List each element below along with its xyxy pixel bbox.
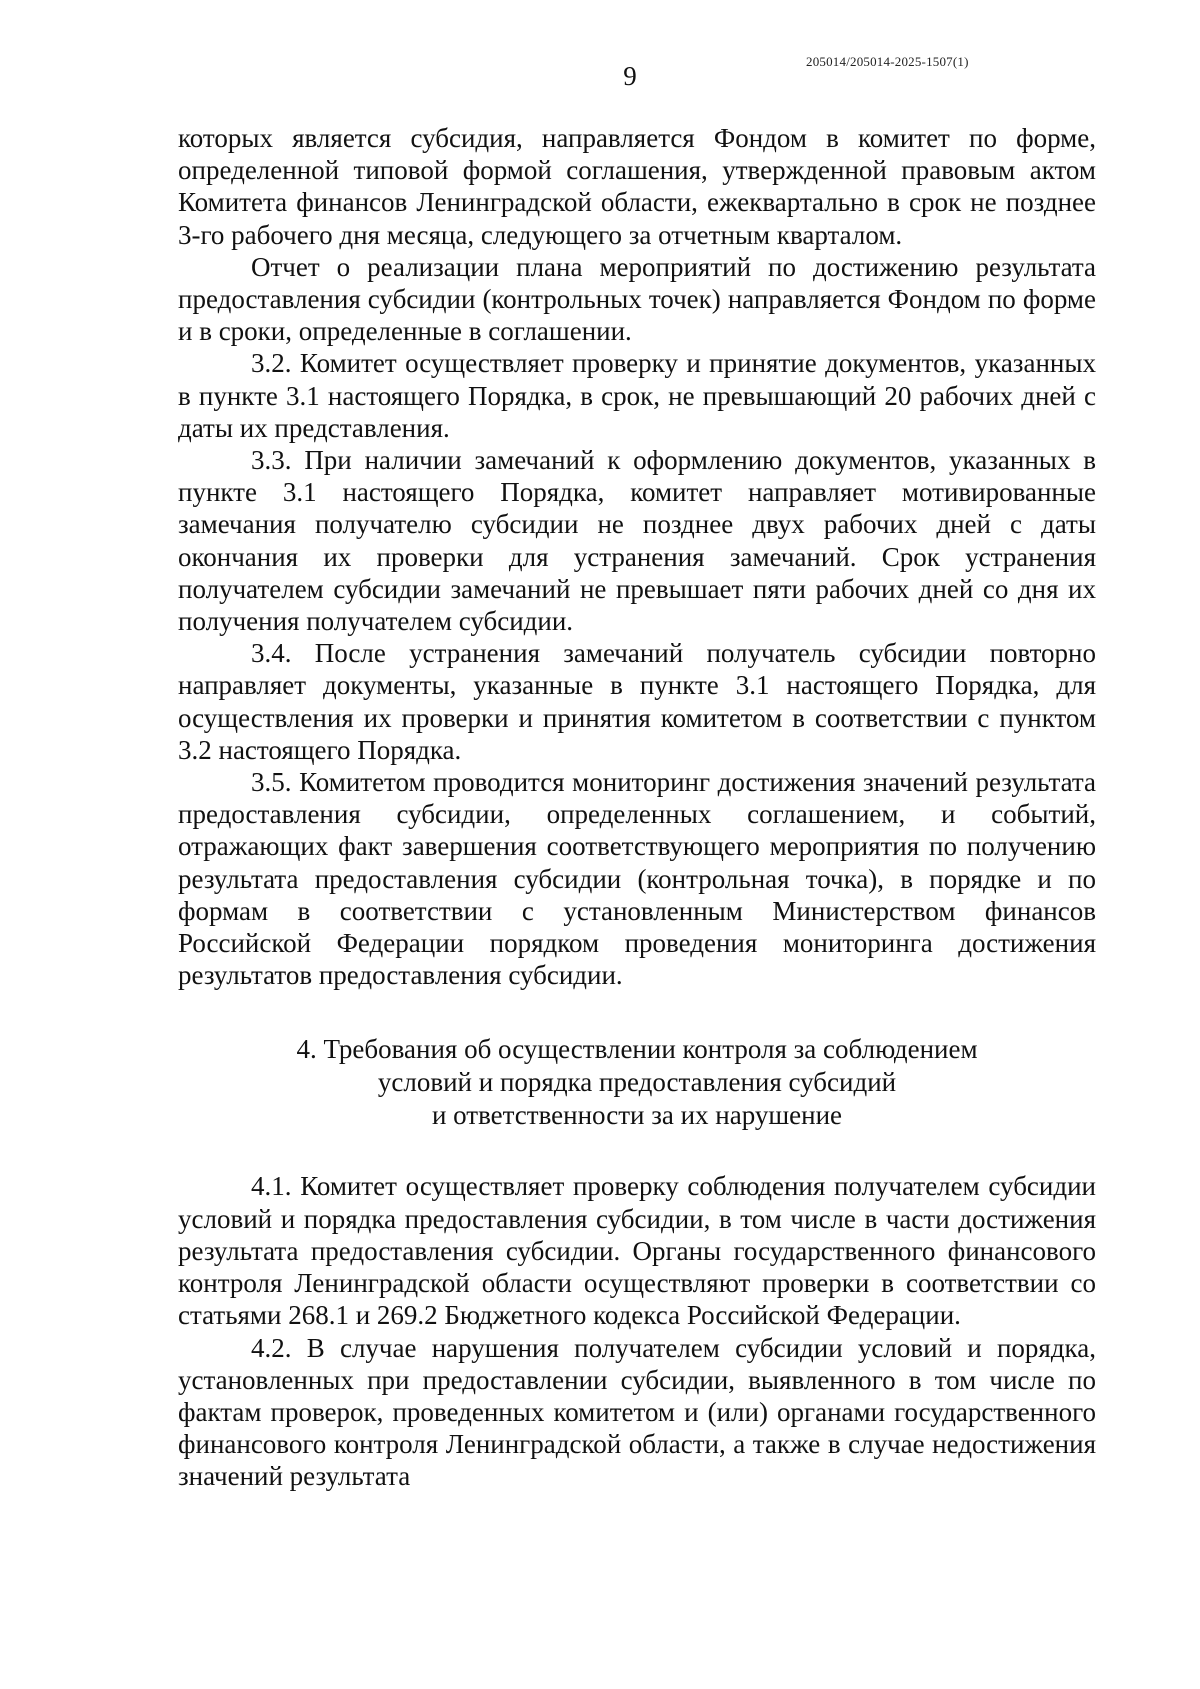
paragraph-report: Отчет о реализации плана мероприятий по достижению результата предоставления субсидии (контрольных точек) направляется Фондом по форме и в сроки, определенные в соглашении. <box>178 251 1096 347</box>
paragraph-3-2: 3.2. Комитет осуществляет проверку и принятие документов, указанных в пункте 3.1 настоящего Порядка, в срок, не превышающий 20 рабочих дней с даты их представления. <box>178 348 1096 443</box>
paragraph-4-1: 4.1. Комитет осуществляет проверку соблюдения получателем субсидии условий и порядка предоставления субсидии, в том числе в части достижения результата предоставления субсидии. Органы государственного финансового контроля Ленинградской области осуществляют проверки в соответствии со статьями 268.1 и 269.2 Бюджетного кодекса Российской Федерации. <box>178 1171 1096 1331</box>
section-4-heading-line-1: 4. Требования об осуществлении контроля за соблюдением <box>296 1034 978 1065</box>
section-4-heading-line-3: и ответственности за их нарушение <box>431 1100 843 1131</box>
document-id: 205014/205014-2025-1507(1) <box>806 54 969 69</box>
paragraph-3-4: 3.4. После устранения замечаний получатель субсидии повторно направляет документы, указанные в пункте 3.1 настоящего Порядка, для осуществления их проверки и принятия комитетом в соответствии с пунктом 3.2 настоящего Порядка. <box>178 638 1096 765</box>
paragraph-4-2: 4.2. В случае нарушения получателем субсидии условий и порядка, установленных при предоставлении субсидии, выявленного в том числе по фактам проверок, проведенных комитетом и (или) органами государственного финансового контроля Ленинградской области, а также в случае недостижения значений результата <box>178 1332 1096 1492</box>
document-body <box>178 122 1096 1493</box>
section-4-heading-line-2: условий и порядка предоставления субсидий <box>377 1067 897 1098</box>
page-number: 9 <box>623 61 637 91</box>
section-4-heading <box>178 1033 1096 1132</box>
paragraph-3-5: 3.5. Комитетом проводится мониторинг достижения значений результата предоставления субсидии, определенных соглашением, и событий, отражающих факт завершения соответствующего мероприятия по получению результата предоставления субсидии (контрольная точка), в порядке и по формам в соответствии с установленным Министерством финансов Российской Федерации порядком проведения мониторинга достижения результатов предоставления субсидии. <box>178 767 1096 991</box>
paragraph-continuation: которых является субсидия, направляется Фондом в комитет по форме, определенной типовой формой соглашения, утвержденной правовым актом Комитета финансов Ленинградской области, ежеквартально в срок не позднее 3-го рабочего дня месяца, следующего за отчетным кварталом. <box>178 123 1096 250</box>
paragraph-3-3: 3.3. При наличии замечаний к оформлению документов, указанных в пункте 3.1 настоящего Порядка, комитет направляет мотивированные замечания получателю субсидии не позднее двух рабочих дней с даты окончания их проверки для устранения замечаний. Срок устранения получателем субсидии замечаний не превышает пяти рабочих дней со дня их получения получателем субсидии. <box>178 445 1096 637</box>
